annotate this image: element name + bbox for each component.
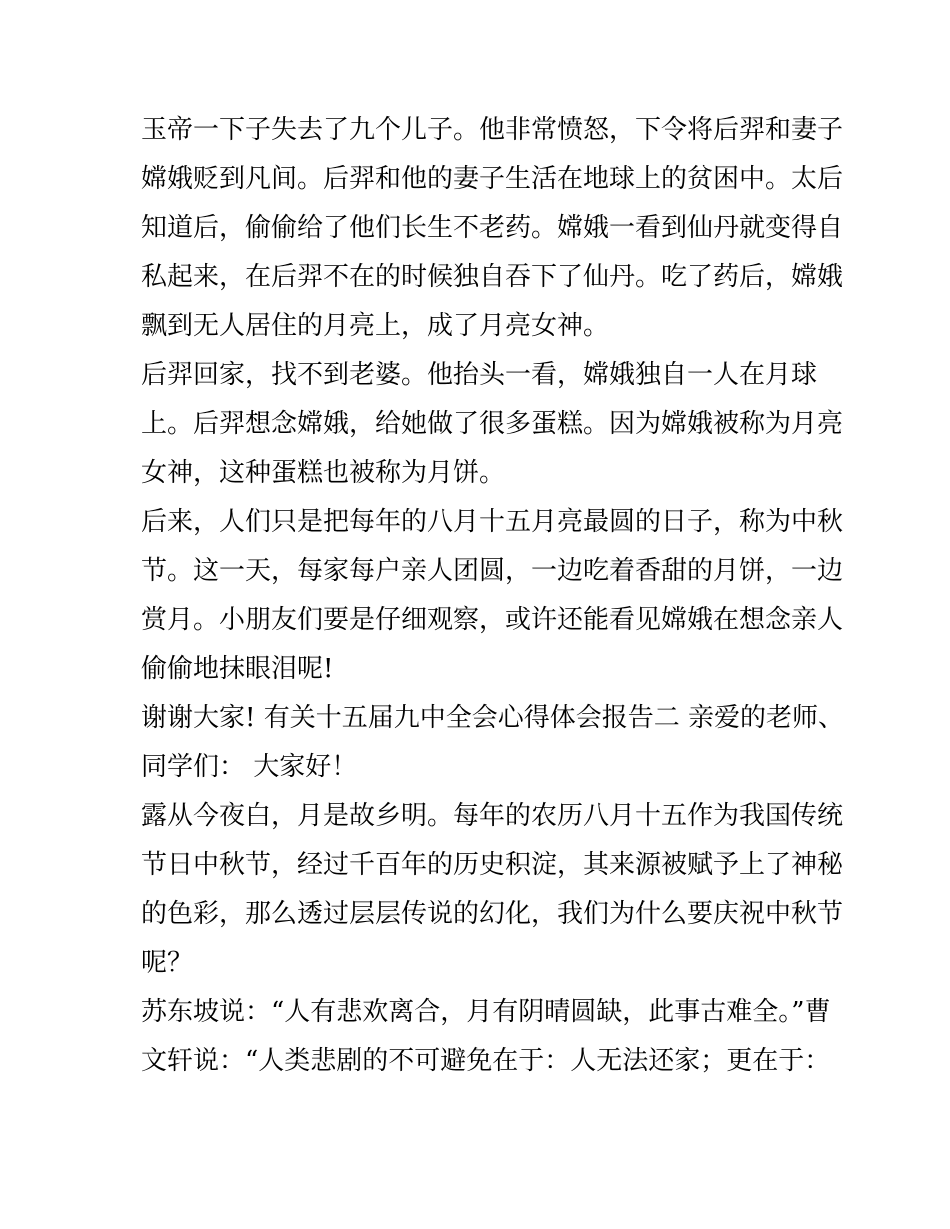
text-line: 同学们： 大家好！ [141,752,358,782]
document-body [141,106,844,1086]
text-line: 知道后，偷偷给了他们长生不老药。嫦娥一看到仙丹就变得自 [141,213,844,243]
text-line: 玉帝一下子失去了九个儿子。他非常愤怒，下令将后羿和妻子 [141,115,844,145]
text-line: 女神，这种蛋糕也被称为月饼。 [141,458,506,488]
text-line: 文轩说：“人类悲剧的不可避免在于：人无法还家；更在于： [141,1046,831,1076]
text-line: 呢？ [141,948,194,978]
text-line: 上。后羿想念嫦娥，给她做了很多蛋糕。因为嫦娥被称为月亮 [141,409,844,439]
text-line: 后羿回家，找不到老婆。他抬头一看，嫦娥独自一人在月球 [141,360,818,390]
text-line: 私起来，在后羿不在的时候独自吞下了仙丹。吃了药后，嫦娥 [141,262,844,292]
text-line: 后来，人们只是把每年的八月十五月亮最圆的日子，称为中秋 [141,507,844,537]
text-line: 谢谢大家! 有关十五届九中全会心得体会报告二 亲爱的老师、 [141,703,844,733]
text-line: 的色彩，那么透过层层传说的幻化，我们为什么要庆祝中秋节 [141,899,844,929]
text-line: 飘到无人居住的月亮上，成了月亮女神。 [141,311,610,341]
text-line: 露从今夜白，月是故乡明。每年的农历八月十五作为我国传统 [141,801,844,831]
text-line: 嫦娥贬到凡间。后羿和他的妻子生活在地球上的贫困中。太后 [141,164,844,194]
text-line: 节。这一天，每家每户亲人团圆，一边吃着香甜的月饼，一边 [141,556,844,586]
text-line: 节日中秋节，经过千百年的历史积淀，其来源被赋予上了神秘 [141,850,844,880]
text-line: 苏东坡说：“人有悲欢离合，月有阴晴圆缺，此事古难全。”曹 [141,997,831,1027]
text-line: 赏月。小朋友们要是仔细观察，或许还能看见嫦娥在想念亲人 [141,605,844,635]
text-line: 偷偷地抹眼泪呢! [141,654,334,684]
